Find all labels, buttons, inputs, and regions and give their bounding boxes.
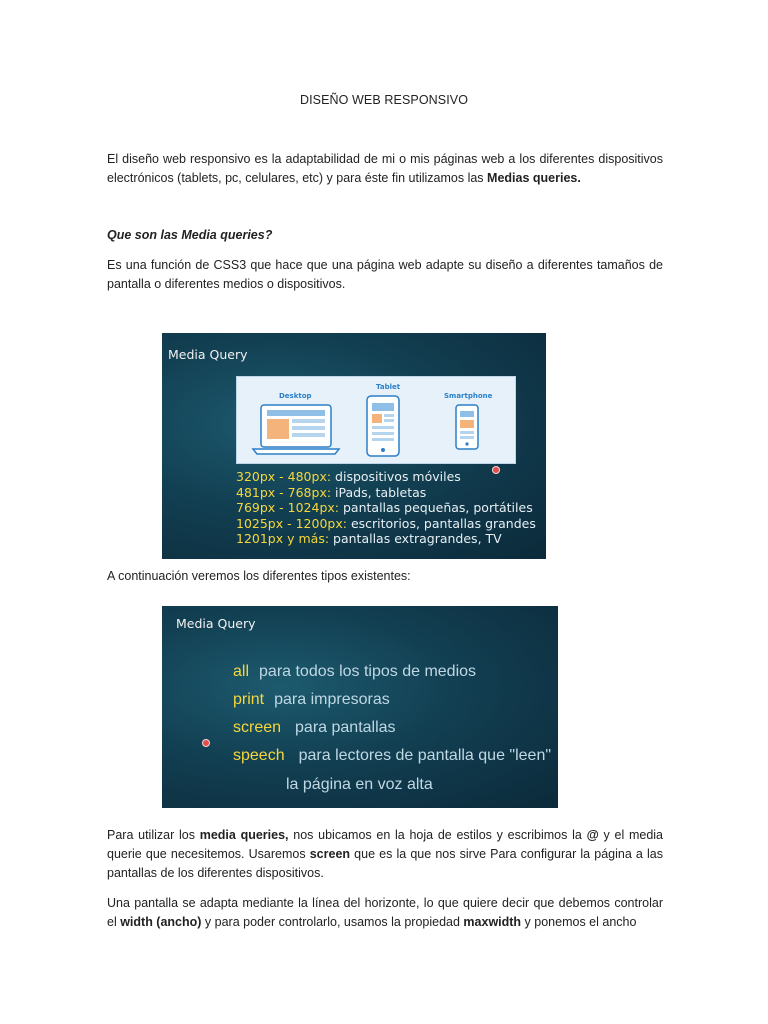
question-heading: Que son las Media queries? xyxy=(107,228,273,242)
device-label-smartphone: Smartphone xyxy=(444,392,493,400)
media-type-continuation: la página en voz alta xyxy=(286,776,433,793)
breakpoint-row: 769px - 1024px: pantallas pequeñas, portátiles xyxy=(236,500,533,515)
breakpoint-row: 1025px - 1200px: escritorios, pantallas grandes xyxy=(236,515,536,531)
intro-paragraph xyxy=(107,150,663,188)
intro-bold-term: Medias queries. xyxy=(487,171,581,185)
intro-text: El diseño web responsivo es la adaptabilidad de mi o mis páginas web a los diferentes dispositivos electrónicos (tablets, pc, celulares, etc) y para éste fin utilizamos las xyxy=(107,152,663,185)
breakpoint-row: 481px - 768px: iPads, tabletas xyxy=(236,484,427,500)
devices-illustration-icon xyxy=(237,377,515,463)
media-query-slide-types xyxy=(162,606,558,808)
cursor-dot-icon xyxy=(202,739,210,747)
device-label-tablet: Tablet xyxy=(376,383,401,391)
devices-panel xyxy=(236,376,516,464)
slide-title: Media Query xyxy=(176,616,256,631)
media-type-row: speech para lectores de pantalla que "leen" xyxy=(233,747,552,764)
media-type-row: print para impresoras xyxy=(233,691,390,708)
media-query-slide-devices xyxy=(162,333,546,559)
device-label-desktop: Desktop xyxy=(279,392,312,400)
usage-paragraph: Para utilizar los media queries, nos ubicamos en la hoja de estilos y escribimos la @ y el media querie que necesitemos. Usaremos screen que es la que nos sirve Para configurar la página a las pantallas de los diferentes dispositivos. xyxy=(107,828,664,880)
breakpoint-row: 320px - 480px: dispositivos móviles xyxy=(236,469,461,484)
transition-paragraph: A continuación veremos los diferentes tipos existentes: xyxy=(107,569,411,583)
cursor-dot-icon xyxy=(492,466,500,474)
definition-paragraph: Es una función de CSS3 que hace que una página web adapte su diseño a diferentes tamaños de pantalla o diferentes medios o dispositivos. xyxy=(107,258,663,291)
breakpoint-row: 1201px y más: pantallas extragrandes, TV xyxy=(236,531,502,546)
page-title: DISEÑO WEB RESPONSIVO xyxy=(299,93,469,107)
media-type-row: screen para pantallas xyxy=(233,719,396,736)
media-type-row: all para todos los tipos de medios xyxy=(233,663,477,680)
breakpoint-list xyxy=(236,469,536,547)
slide-title: Media Query xyxy=(168,347,248,362)
width-paragraph: Una pantalla se adapta mediante la línea del horizonte, lo que quiere decir que debemos controlar el width (ancho) y para poder controlarlo, usamos la propiedad maxwidth y ponemos el ancho xyxy=(107,896,663,929)
